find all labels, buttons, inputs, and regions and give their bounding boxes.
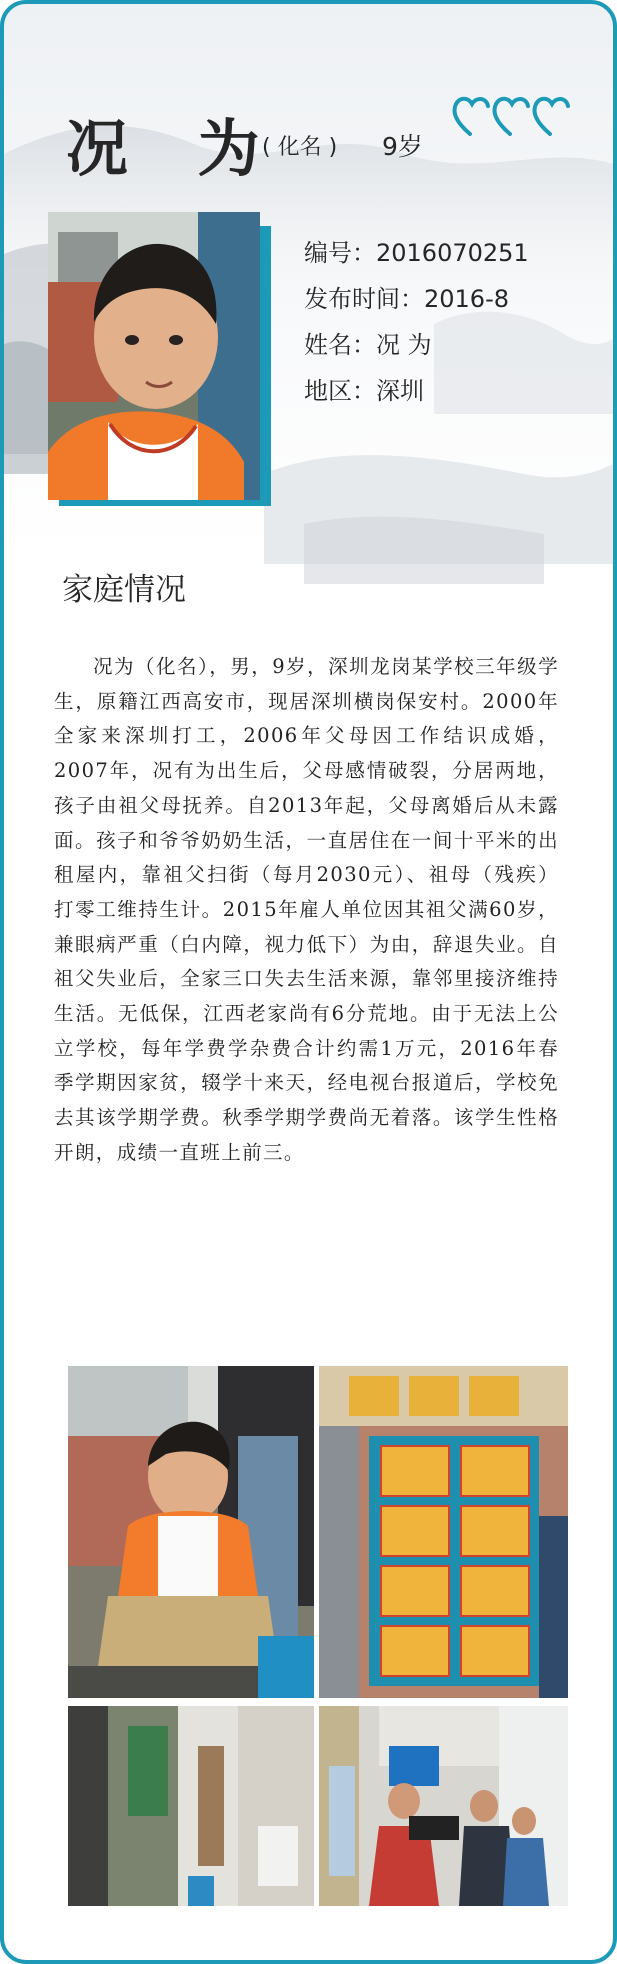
family-situation-heading: 家庭情况 (62, 572, 186, 608)
three-hearts-icon (450, 92, 580, 140)
date-label: 发布时间： (304, 285, 424, 313)
id-label: 编号： (304, 239, 376, 267)
child-name: 况 为 (66, 112, 284, 185)
child-age: 9岁 (382, 132, 423, 161)
family-story-text: 况为（化名），男，9岁，深圳龙岗某学校三年级学生，原籍江西高安市，现居深圳横岗保安村。2000年全家来深圳打工，2006年父母因工作结识成婚，2007年，况有为出生后，父母感情破裂，分居两地，孩子由祖父母抚养。自2013年起，父母离婚后从未露面。孩子和爷爷奶奶生活，一直居住在一间十平米的出租屋内，靠祖父扫街（每月2030元）、祖母（残疾）打零工维持生计。2015年雇人单位因其祖父满60岁，兼眼病严重（白内障，视力低下）为由，辞退失业。自祖父失业后，全家三口失去生活来源，靠邻里接济维持生活。无低保，江西老家尚有6分荒地。由于无法上公立学校，每年学费学杂费合计约需1万元，2016年春季学期因家贫，辍学十来天，经电视台报道后，学校免去其该学期学费。秋季学期学费尚无着落。该学生性格开朗，成绩一直班上前三。 (54, 655, 559, 1164)
photo-boy-sitting (68, 1366, 314, 1698)
name-value: 况 为 (376, 331, 432, 359)
name-label: 姓名： (304, 331, 376, 359)
info-row-date (304, 276, 529, 322)
alias-note: ( 化名 ) (262, 135, 338, 160)
photo-rented-room-corridor (68, 1706, 314, 1906)
photo-collage (68, 1366, 568, 1906)
child-portrait (48, 212, 260, 500)
region-value: 深圳 (376, 377, 424, 405)
info-panel (304, 230, 529, 414)
region-label: 地区： (304, 377, 376, 405)
id-value: 2016070251 (376, 239, 529, 267)
info-row-name (304, 322, 529, 368)
info-row-id (304, 230, 529, 276)
info-row-region (304, 368, 529, 414)
date-value: 2016-8 (424, 285, 510, 313)
photo-award-certificates (319, 1366, 568, 1698)
photo-tv-interview (319, 1706, 568, 1906)
